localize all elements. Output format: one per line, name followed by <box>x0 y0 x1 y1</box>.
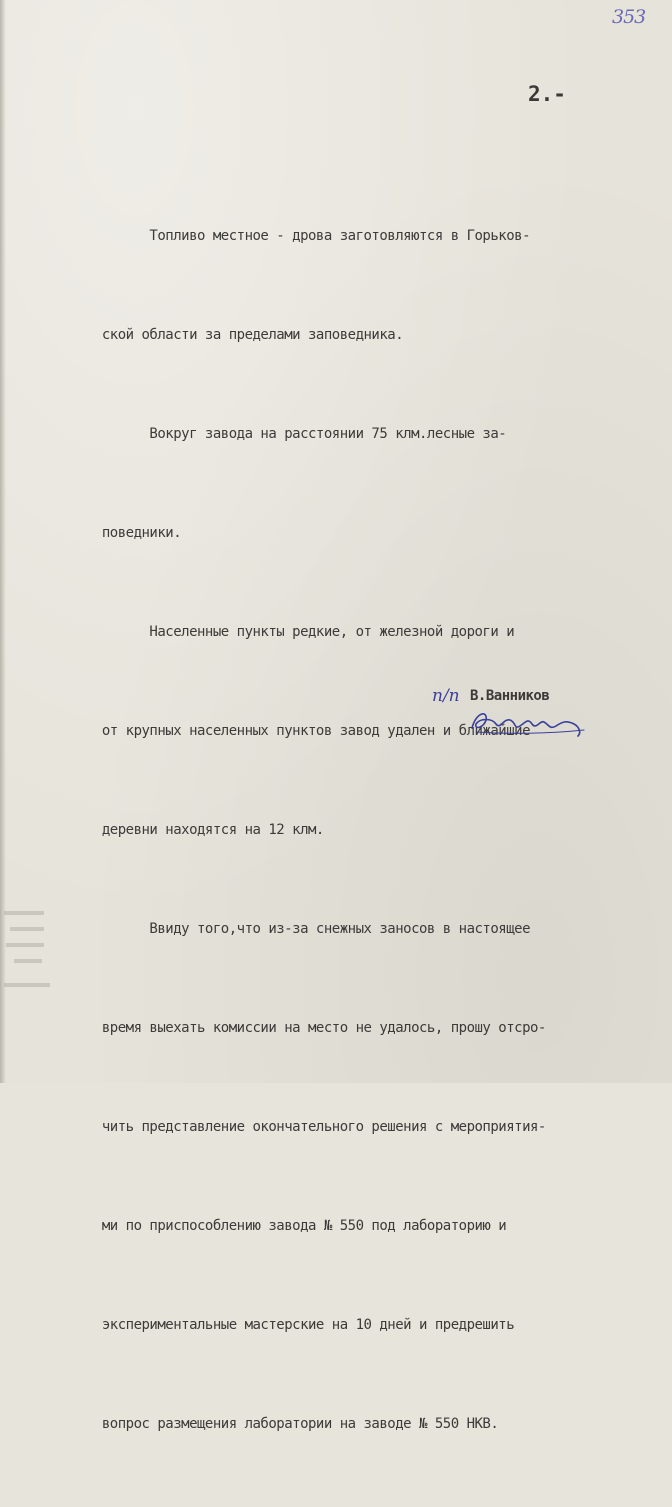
text-line: Населенные пункты редкие, от железной дороги и <box>86 624 515 640</box>
page-number: 2.- <box>528 82 566 106</box>
text-line: от крупных населенных пунктов завод удален и ближайшие <box>86 723 531 739</box>
text-line: поведники. <box>86 525 182 541</box>
signature-block <box>432 684 652 744</box>
text-line: Топливо местное - дрова заготовляются в Горьков- <box>86 228 531 244</box>
document-body <box>86 154 646 1507</box>
signatory-name: В.Ванников <box>470 688 550 704</box>
text-line: вопрос размещения лаборатории на заводе № 550 НКВ. <box>86 1416 499 1432</box>
signature-prefix: п/п <box>432 686 460 706</box>
text-line: чить представление окончательного решения с мероприятия- <box>86 1119 546 1135</box>
text-line: ской области за пределами заповедника. <box>86 327 404 343</box>
text-line: деревни находятся на 12 клм. <box>86 822 324 838</box>
text-line: экспериментальные мастерские на 10 дней и предрешить <box>86 1317 515 1333</box>
text-line: время выехать комиссии на место не удалось, прошу отсро- <box>86 1020 546 1036</box>
archive-folio-number: 353 <box>612 6 646 28</box>
text-line: Ввиду того,что из-за снежных заносов в настоящее <box>86 921 531 937</box>
text-line: ми по приспособлению завода № 550 под лабораторию и <box>86 1218 507 1234</box>
bleed-through-smudge <box>0 905 60 1005</box>
text-line: Вокруг завода на расстоянии 75 клм.лесные за- <box>86 426 507 442</box>
handwritten-signature-icon <box>466 704 596 740</box>
